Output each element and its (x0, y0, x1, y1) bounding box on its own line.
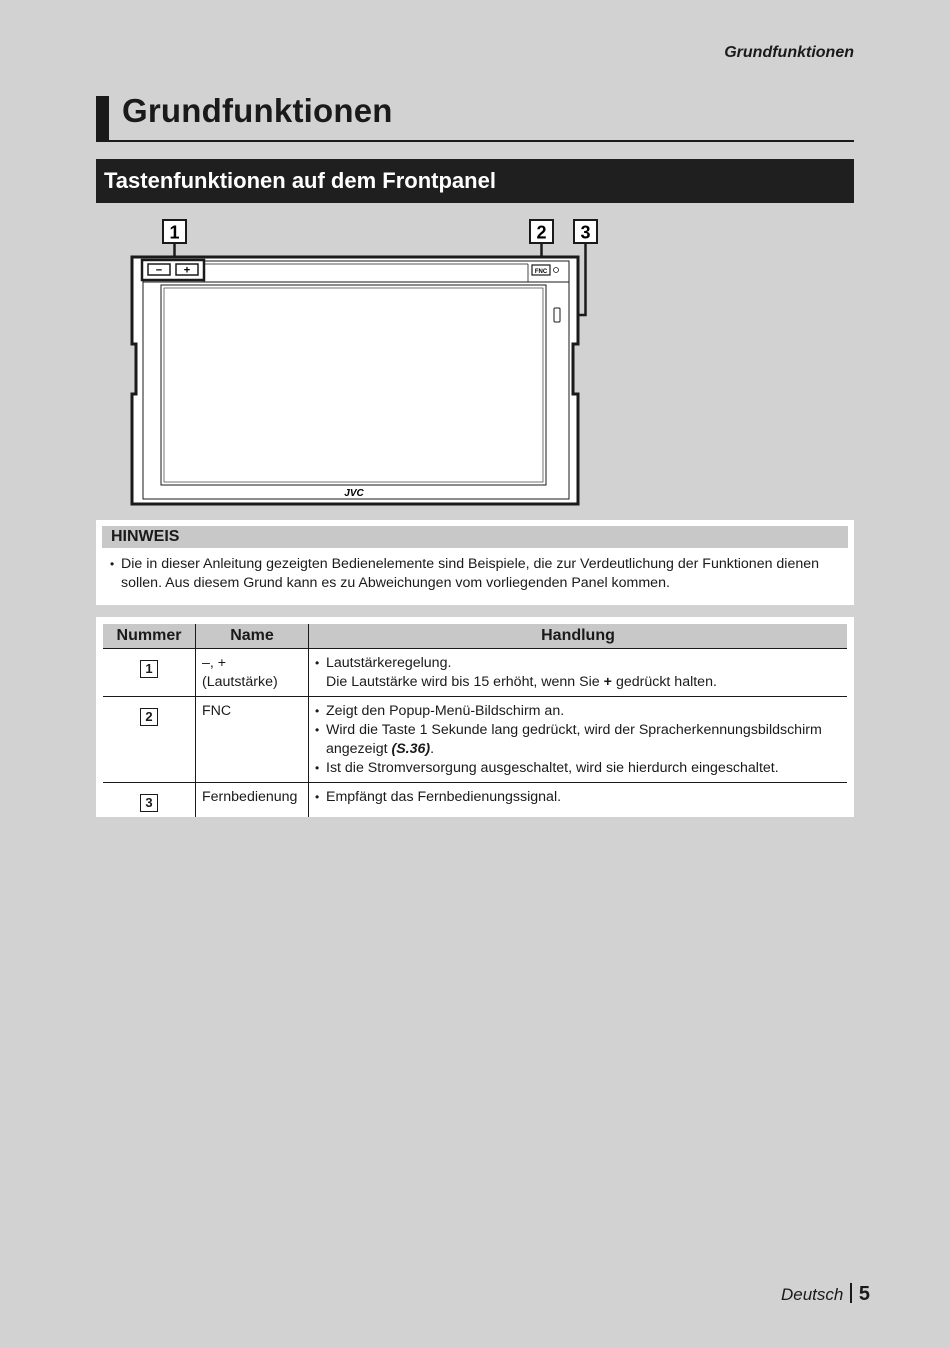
note-heading: HINWEIS (111, 528, 180, 545)
footer-separator (850, 1283, 852, 1303)
callout-1 (163, 220, 186, 243)
page-reference[interactable]: (S.36) (391, 741, 431, 757)
row-name-sub: (Lautstärke) (202, 674, 278, 690)
note-box (96, 520, 854, 605)
table-row (103, 783, 847, 818)
row-number: 3 (140, 794, 158, 812)
callout-3-label: 3 (580, 222, 591, 243)
chapter-title: Grundfunktionen (122, 92, 393, 129)
row-action: • Lautstärkeregelung. (315, 654, 841, 673)
page-footer (781, 1283, 870, 1306)
function-table-container (96, 617, 854, 817)
chapter-heading (96, 92, 854, 142)
plus-label: + (183, 264, 191, 277)
indicator-led (554, 268, 559, 273)
header-number: Nummer (103, 624, 196, 649)
header-name: Name (196, 624, 309, 649)
section-title: Tastenfunktionen auf dem Frontpanel (104, 168, 496, 193)
section-heading (96, 159, 854, 203)
note-text (110, 555, 830, 593)
page-number: 5 (858, 1283, 870, 1305)
brand-logo: JVC (344, 488, 364, 499)
header-action: Handlung (309, 624, 848, 649)
fnc-label: FNC (534, 269, 548, 275)
function-table (103, 624, 847, 817)
row-name: FNC (202, 703, 232, 719)
callout-3 (574, 220, 597, 243)
chapter-bar (96, 96, 109, 140)
row-name: Fernbedienung (202, 789, 298, 805)
footer-language: Deutsch (781, 1285, 844, 1304)
callout-2 (530, 220, 553, 243)
minus-label: − (155, 264, 163, 277)
row-action: • Empfängt das Fernbedienungssignal. (315, 788, 841, 807)
row-action-continuation: Die Lautstärke wird bis 15 erhöht, wenn Sie + gedrückt halten. (326, 674, 717, 690)
callout-2-label: 2 (536, 222, 547, 243)
row-action: • Ist die Stromversorgung ausgeschaltet, wird sie hierdurch eingeschaltet. (315, 759, 841, 778)
row-number: 2 (140, 708, 158, 726)
note-heading-bar (102, 526, 848, 548)
row-number: 1 (140, 660, 158, 678)
note-item: • Die in dieser Anleitung gezeigten Bedienelemente sind Beispiele, die zur Verdeutlichung der Funktionen dienen sollen. Aus diesem Grund kann es zu Abweichungen vom vorliegenden Panel kommen. (110, 555, 830, 593)
touch-screen (161, 285, 546, 485)
plus-symbol: + (603, 674, 612, 690)
running-header: Grundfunktionen (724, 44, 854, 61)
table-row (103, 649, 847, 697)
table-row (103, 697, 847, 783)
row-name: –, + (202, 655, 227, 671)
front-panel-diagram (120, 214, 610, 509)
row-action: • Zeigt den Popup-Menü-Bildschirm an. (315, 702, 841, 721)
callout-1-label: 1 (169, 222, 180, 243)
row-action: • Wird die Taste 1 Sekunde lang gedrückt, wird der Spracherkennungsbildschirm angezeigt (S.36). (315, 721, 841, 759)
remote-sensor (554, 308, 560, 322)
